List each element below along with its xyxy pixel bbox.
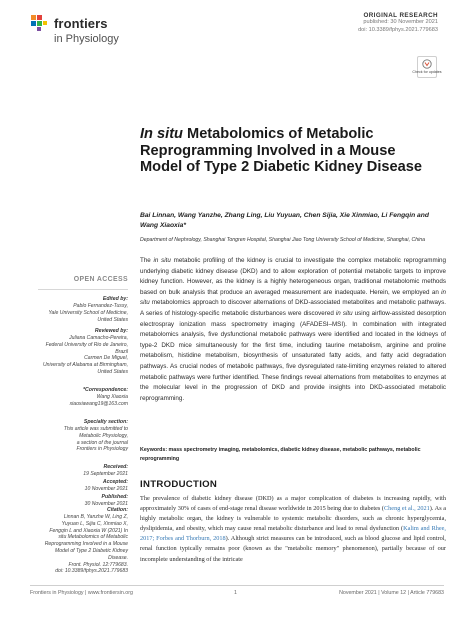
citation-link[interactable]: Kalim and Rhee, 2017; Forbes and Thorburn, 2018 — [140, 525, 446, 543]
correspondence-block — [36, 386, 128, 408]
accepted-date: 10 November 2021 — [84, 485, 128, 492]
published-date: published: 30 November 2021 — [363, 19, 438, 25]
specialty-section-block — [36, 418, 128, 453]
reviewer-line: United States — [97, 368, 128, 375]
keywords: Keywords: mass spectrometry imaging, metabolomics, diabetic kidney disease, metabolic pathways, metabolic reprogramming — [140, 447, 421, 462]
specialty-line: a section of the journal — [76, 439, 128, 446]
doi-link[interactable]: doi: 10.3389/fphys.2021.779683 — [358, 26, 438, 33]
author-list[interactable]: Bai Linnan, Wang Yanzhe, Zhang Ling, Liu Yuyuan, Chen Sijia, Xie Xinmiao, Li Fengqin and Wang Xiaoxia* — [140, 212, 429, 229]
reviewed-by-block — [36, 327, 128, 376]
article-title — [140, 126, 440, 176]
intro-text: ). As a highly metabolic organ, the kidney is vulnerable to systemic metabolic disorders, such as chronic hyperglycemia, dyslipidemia, and obesity, which may cause renal metabolic disturbance and lead to renal dysfunction ( — [140, 505, 446, 533]
citation-line: Reprogramming Involved in a Mouse — [44, 541, 128, 548]
frontiers-logo-icon — [30, 14, 50, 34]
edited-by-block — [36, 295, 128, 323]
abstract-text: The — [140, 257, 154, 264]
footer-journal[interactable]: Frontiers in Physiology | www.frontiersin.org — [30, 590, 133, 596]
citation-heading: Citation: — [106, 507, 128, 513]
specialty-line: Frontiers in Physiology — [76, 446, 128, 453]
citation-block — [36, 506, 128, 575]
footer-divider — [30, 585, 444, 586]
reviewer-line: University of Alabama at Birmingham, — [42, 362, 128, 369]
intro-text: ). Although strict measures can be introduced, such as blood glucose and lipid control, renal function typically remains poor (known as the "metabolic memory" phenomenon), partially because of our incomplete understanding of the intricate — [140, 535, 446, 563]
abstract-text: metabolomics approach to discover alternations of DKD-associated metabolites and metabolic pathways. A series of histology-specific metabolic disturbances were discovered — [140, 299, 446, 317]
abstract-italic: in situ — [335, 309, 353, 317]
footer-volume: November 2021 | Volume 12 | Article 779683 — [339, 590, 444, 596]
reviewer-line: Juliana Camacho-Pereira, — [69, 335, 128, 341]
edited-by-heading: Edited by: — [102, 296, 128, 302]
reviewed-by-heading: Reviewed by: — [94, 328, 128, 334]
logo-journal: in Physiology — [54, 33, 119, 45]
editor-line: United States — [97, 316, 128, 323]
check-for-updates-button[interactable] — [412, 56, 442, 78]
citation-line: Disease. — [108, 554, 128, 561]
citation-line: situ Metabolomics of Metabolic — [58, 534, 128, 541]
published-date-sidebar: 30 November 2021 — [84, 500, 128, 507]
intro-text: The prevalence of diabetic kidney disease (DKD) as a major complication of diabetes is increasing rapidly, with approximately 30% of cases of end-stage renal disease worldwide in 2015 being due to diabetes ( — [140, 495, 446, 513]
abstract-italic: in situ — [153, 257, 171, 264]
article-type: ORIGINAL RESEARCH — [363, 12, 438, 19]
open-access-label: OPEN ACCESS — [73, 276, 128, 283]
abstract-text: using airflow-assisted desorption electrospray ionization mass spectrometry imaging (AFADESI–MSI). In combination with integrated metabolomics analysis, five dysfunctional metabolic pathways were identified and located in the kidneys of type-2 DKD mice simultaneously for the first time, including taurine metabolism, arginine and proline metabolism, histidine metabolism, biosynthesis of unsaturated fatty acids, and fatty acid degradation pathways. As crucial nodes of metabolic pathways, five dysregulated rate-limiting enzymes related to altered metabolic pathways were further identified. These findings reveal alternations from metabolites to enzymes at the molecular level in the progression of DKD and provide insights into DKD-associated metabolic reprogramming. — [140, 309, 446, 402]
received-heading: Received: — [103, 464, 128, 470]
editor-line: Pablo Fernandez-Tussy, — [73, 303, 128, 309]
citation-line: Model of Type 2 Diabetic Kidney — [55, 547, 128, 554]
correspondence-name: Wang Xiaoxia — [96, 394, 128, 400]
accepted-heading: Accepted: — [102, 478, 128, 485]
correspondence-email[interactable]: xiaoxiawang19@163.com — [69, 400, 128, 407]
abstract-text: metabolic profiling of the kidney is crucial to investigate the complex metabolic reprogramming underlying diabetic kidney disease (DKD) and to allow exploration of potential metabolic targets to improve kidney function. However, as the kidney is a highly heterogeneous organ, traditional metabolomic methods based on bulk analysis that produce an averaged measurement are inadequate. Herein, we employed an — [140, 257, 446, 296]
title-italic: In situ — [140, 126, 183, 142]
article-header-meta — [358, 12, 438, 34]
citation-line: Front. Physiol. 12:779683. — [68, 561, 128, 568]
citation-doi[interactable]: doi: 10.3389/fphys.2021.779683 — [55, 568, 128, 575]
check-updates-icon — [422, 59, 432, 69]
title-rest: Metabolomics of Metabolic Reprogramming Involved in a Mouse Model of Type 2 Diabetic Kidney Disease — [140, 126, 422, 175]
affiliation: Department of Nephrology, Shanghai Tongren Hospital, Shanghai Jiao Tong University School of Medicine, Shanghai, China — [140, 237, 426, 243]
check-updates-label: Check for updates — [412, 70, 442, 74]
specialty-section-heading: Specialty section: — [83, 419, 128, 425]
citation-link[interactable]: Cheng et al., 2021 — [384, 505, 430, 513]
published-heading: Published: — [101, 493, 128, 500]
specialty-line: Metabolic Physiology, — [79, 432, 128, 439]
citation-line: Linnan B, Yanzhe W, Ling Z, — [63, 514, 128, 520]
abstract — [140, 256, 446, 404]
page-number: 1 — [234, 590, 237, 596]
introduction-paragraph — [140, 494, 446, 565]
reviewer-line: Brazil — [115, 348, 128, 355]
abstract-italic: in situ — [140, 288, 446, 307]
reviewer-line: Federal University of Rio de Janeiro, — [45, 341, 128, 348]
section-heading-introduction: INTRODUCTION — [140, 479, 218, 490]
journal-logo[interactable] — [30, 14, 140, 50]
logo-name: frontiers — [54, 16, 108, 31]
citation-line: Fengqin L and Xiaoxia W (2021) In — [49, 527, 128, 534]
sidebar-divider — [38, 289, 128, 290]
editor-line: Yale University School of Medicine, — [48, 309, 128, 316]
correspondence-heading: *Correspondence: — [83, 387, 128, 393]
citation-line: Yuyuan L, Sijia C, Xinmiao X, — [61, 520, 128, 527]
dates-block — [36, 463, 128, 507]
reviewer-line: Carmen De Miguel, — [84, 355, 128, 362]
received-date: 19 September 2021 — [83, 471, 128, 477]
specialty-line: This article was submitted to — [63, 426, 128, 432]
